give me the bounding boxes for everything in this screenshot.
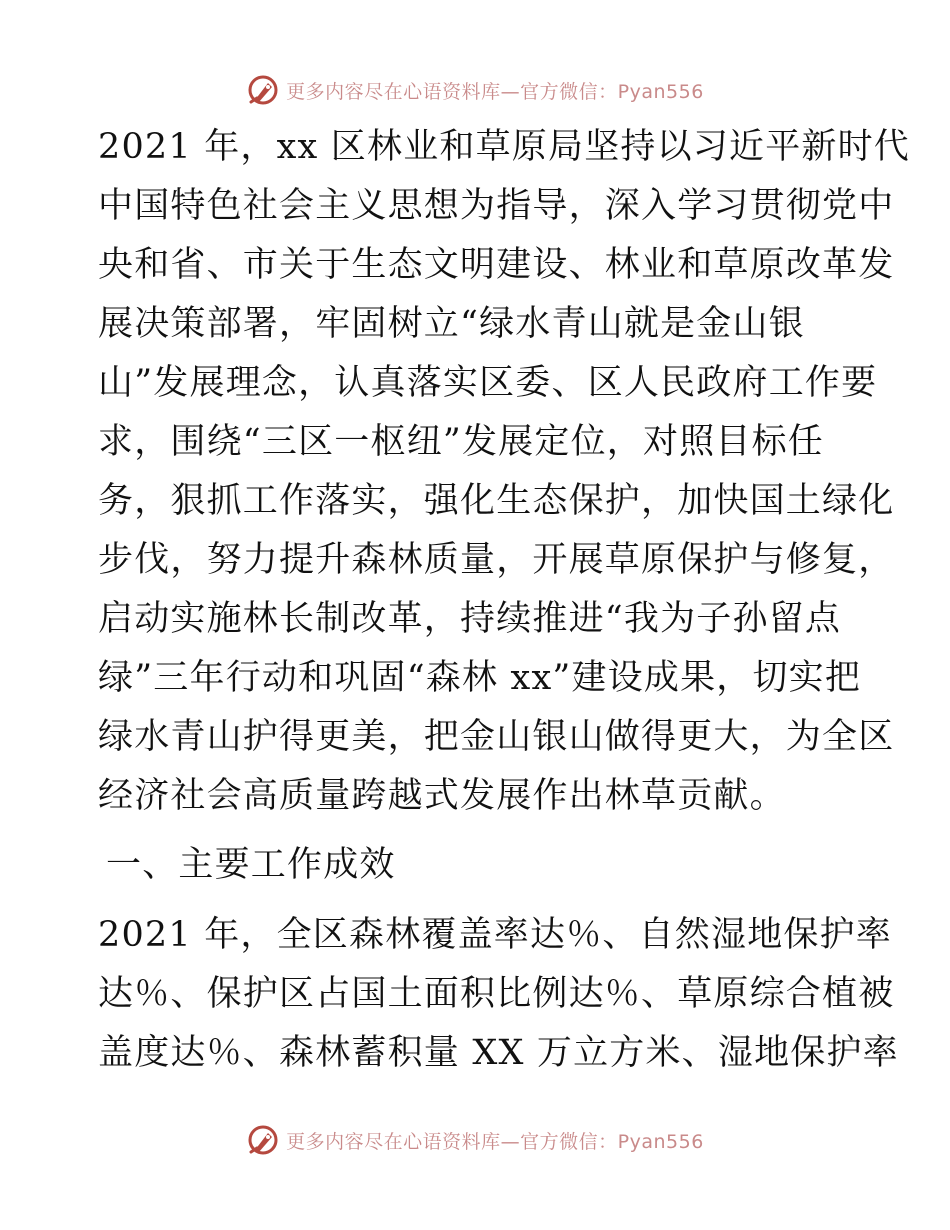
paragraph-line: 山”发展理念，认真落实区委、区人民政府工作要 [98,363,878,403]
paragraph-line: 央和省、市关于生态文明建设、林业和草原改革发 [98,245,895,285]
paragraph-line: 中国特色社会主义思想为指导，深入学习贯彻党中 [98,186,895,226]
paragraph-line: 达％、保护区占国土面积比例达％、草原综合植被 [98,974,895,1014]
paragraph-line: 经济社会高质量跨越式发展作出林草贡献。 [98,776,786,816]
paragraph-line: 绿”三年行动和巩固“森林 xx”建设成果，切实把 [98,658,862,698]
watermark-text: 更多内容尽在心语资料库—官方微信：Pyan556 [286,1130,704,1153]
header-watermark [0,70,950,110]
paragraph-line: 步伐，努力提升森林质量，开展草原保护与修复， [98,540,895,580]
paragraph-line: 2021 年，全区森林覆盖率达％、自然湿地保护率 [98,915,892,955]
paragraph-line: 启动实施林长制改革，持续推进“我为子孙留点 [98,599,842,639]
pen-nib-logo-icon [246,73,280,107]
paragraph-line: 求，围绕“三区一枢纽”发展定位，对照目标任 [98,422,824,462]
paragraph-line: 绿水青山护得更美，把金山银山做得更大，为全区 [98,717,895,757]
watermark-text: 更多内容尽在心语资料库—官方微信：Pyan556 [286,80,704,103]
pen-nib-logo-icon [246,1123,280,1157]
paragraph-line: 2021 年，xx 区林业和草原局坚持以习近平新时代 [98,127,911,167]
paragraph-1 [98,118,911,826]
footer-watermark [0,1120,950,1160]
paragraph-line: 展决策部署，牢固树立“绿水青山就是金山银 [98,304,805,344]
paragraph-line: 盖度达％、森林蓄积量 XX 万立方米、湿地保护率 [98,1033,899,1073]
section-heading: 一、主要工作成效 [106,845,396,885]
paragraph-2 [98,906,899,1083]
paragraph-line: 务，狠抓工作落实，强化生态保护，加快国土绿化 [98,481,895,521]
